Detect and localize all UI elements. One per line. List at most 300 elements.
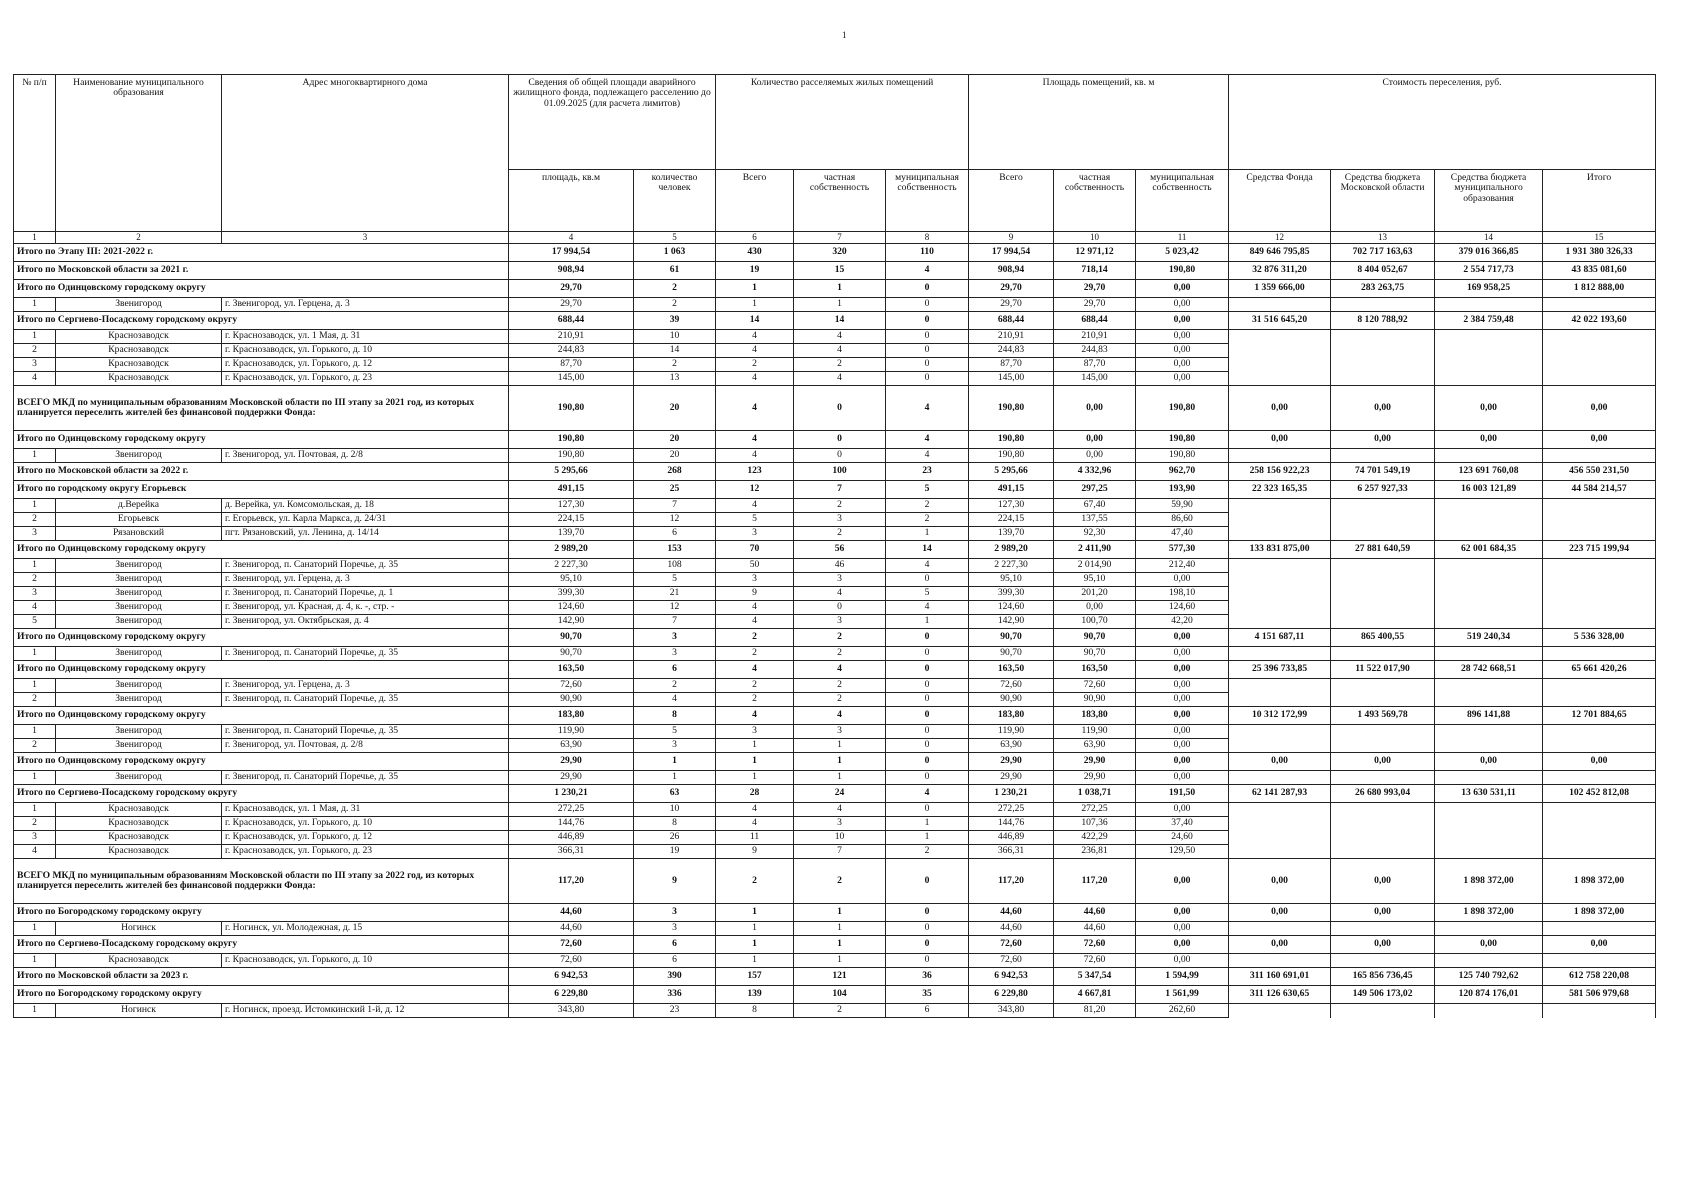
total-value: 9	[634, 859, 716, 904]
address-cell: г. Звенигород, п. Санаторий Поречье, д. 35	[222, 693, 509, 707]
total-value: 20	[634, 386, 716, 431]
total-value: 117,20	[509, 859, 634, 904]
address-cell: г. Звенигород, ул. Почтовая, д. 2/8	[222, 449, 509, 463]
empty-cell	[1331, 527, 1435, 541]
table-row	[14, 845, 1656, 859]
value-cell: 3	[794, 573, 886, 587]
total-value: 44 584 214,57	[1543, 481, 1656, 499]
value-cell: 90,70	[509, 647, 634, 661]
total-value: 32 876 311,20	[1229, 262, 1331, 280]
value-cell: 2	[794, 499, 886, 513]
value-cell: 90,90	[509, 693, 634, 707]
total-value: 70	[716, 541, 794, 559]
total-value: 190,80	[969, 431, 1054, 449]
value-cell: 63,90	[509, 739, 634, 753]
empty-cell	[1229, 725, 1331, 739]
total-value: 2	[634, 280, 716, 298]
total-label: Итого по городскому округу Егорьевск	[14, 481, 509, 499]
empty-cell	[1331, 344, 1435, 358]
table-row	[14, 817, 1656, 831]
value-cell: 9	[716, 845, 794, 859]
total-value: 62 001 684,35	[1435, 541, 1543, 559]
empty-cell	[1229, 372, 1331, 386]
value-cell: 144,76	[509, 817, 634, 831]
municipality-cell: Рязановский	[56, 527, 222, 541]
total-label: Итого по Московской области за 2023 г.	[14, 968, 509, 986]
value-cell: 2 014,90	[1054, 559, 1136, 573]
total-value: 1 898 372,00	[1543, 859, 1656, 904]
total-value: 65 661 420,26	[1543, 661, 1656, 679]
value-cell: 446,89	[509, 831, 634, 845]
total-value: 35	[886, 986, 969, 1004]
total-value: 2	[716, 859, 794, 904]
total-value: 581 506 979,68	[1543, 986, 1656, 1004]
column-number: 3	[222, 232, 509, 244]
empty-cell	[1229, 803, 1331, 817]
municipality-cell: Звенигород	[56, 298, 222, 312]
empty-cell	[1435, 372, 1543, 386]
empty-cell	[1229, 845, 1331, 859]
value-cell: 1	[716, 922, 794, 936]
total-value: 5	[886, 481, 969, 499]
empty-cell	[1229, 573, 1331, 587]
value-cell: 7	[634, 615, 716, 629]
value-cell: 399,30	[969, 587, 1054, 601]
header-sub: частная собственность	[1054, 170, 1136, 232]
municipality-cell: Звенигород	[56, 693, 222, 707]
column-number: 1	[14, 232, 56, 244]
empty-cell	[1543, 1004, 1656, 1018]
value-cell: 4	[716, 615, 794, 629]
column-number: 7	[794, 232, 886, 244]
total-label: Итого по Сергиево-Посадскому городскому округу	[14, 312, 509, 330]
table-row	[14, 358, 1656, 372]
municipality-cell: Краснозаводск	[56, 831, 222, 845]
value-cell: 343,80	[509, 1004, 634, 1018]
value-cell: 124,60	[1136, 601, 1229, 615]
value-cell: 210,91	[969, 330, 1054, 344]
total-value: 20	[634, 431, 716, 449]
value-cell: 139,70	[509, 527, 634, 541]
total-value: 390	[634, 968, 716, 986]
total-value: 26 680 993,04	[1331, 785, 1435, 803]
value-cell: 29,70	[969, 298, 1054, 312]
total-value: 311 160 691,01	[1229, 968, 1331, 986]
total-value: 17 994,54	[509, 244, 634, 262]
row-number: 4	[14, 845, 56, 859]
value-cell: 0	[886, 693, 969, 707]
total-value: 4 332,96	[1054, 463, 1136, 481]
total-value: 190,80	[969, 386, 1054, 431]
value-cell: 42,20	[1136, 615, 1229, 629]
total-label: Итого по Одинцовскому городскому округу	[14, 431, 509, 449]
address-cell: г. Ногинск, проезд. Истомкинский 1-й, д. 12	[222, 1004, 509, 1018]
table-row	[14, 330, 1656, 344]
table-row	[14, 771, 1656, 785]
value-cell: 90,70	[969, 647, 1054, 661]
empty-cell	[1435, 725, 1543, 739]
value-cell: 67,40	[1054, 499, 1136, 513]
total-value: 0,00	[1136, 280, 1229, 298]
column-number: 11	[1136, 232, 1229, 244]
value-cell: 0	[886, 298, 969, 312]
value-cell: 0,00	[1136, 647, 1229, 661]
total-value: 1	[716, 936, 794, 954]
value-cell: 1	[886, 615, 969, 629]
total-value: 19	[716, 262, 794, 280]
empty-cell	[1435, 922, 1543, 936]
total-value: 190,80	[1136, 431, 1229, 449]
value-cell: 1	[886, 817, 969, 831]
total-value: 13 630 531,11	[1435, 785, 1543, 803]
row-number: 1	[14, 1004, 56, 1018]
row-number: 4	[14, 601, 56, 615]
empty-cell	[1331, 679, 1435, 693]
empty-cell	[1331, 587, 1435, 601]
empty-cell	[1331, 739, 1435, 753]
total-value: 183,80	[1054, 707, 1136, 725]
address-cell: г. Звенигород, п. Санаторий Поречье, д. 1	[222, 587, 509, 601]
empty-cell	[1435, 845, 1543, 859]
empty-cell	[1331, 358, 1435, 372]
total-value: 0,00	[1229, 859, 1331, 904]
total-value: 1 493 569,78	[1331, 707, 1435, 725]
value-cell: 4	[794, 330, 886, 344]
value-cell: 0,00	[1054, 601, 1136, 615]
total-value: 16 003 121,89	[1435, 481, 1543, 499]
row-number: 2	[14, 693, 56, 707]
value-cell: 142,90	[509, 615, 634, 629]
value-cell: 212,40	[1136, 559, 1229, 573]
address-cell: г. Звенигород, ул. Красная, д. 4, к. -, стр. -	[222, 601, 509, 615]
value-cell: 244,83	[1054, 344, 1136, 358]
empty-cell	[1331, 845, 1435, 859]
value-cell: 224,15	[969, 513, 1054, 527]
total-value: 430	[716, 244, 794, 262]
table-row	[14, 679, 1656, 693]
column-number: 9	[969, 232, 1054, 244]
value-cell: 72,60	[509, 679, 634, 693]
value-cell: 244,83	[509, 344, 634, 358]
empty-cell	[1229, 499, 1331, 513]
total-value: 1 931 380 326,33	[1543, 244, 1656, 262]
empty-cell	[1331, 725, 1435, 739]
total-label: ВСЕГО МКД по муниципальным образованиям Московской области по III этапу за 2022 год, из которых планируется переселить жителей без финансовой поддержки Фонда:	[14, 859, 509, 904]
value-cell: 0,00	[1136, 330, 1229, 344]
municipality-cell: Краснозаводск	[56, 954, 222, 968]
total-value: 0,00	[1136, 753, 1229, 771]
value-cell: 2	[794, 1004, 886, 1018]
empty-cell	[1229, 449, 1331, 463]
table-row	[14, 527, 1656, 541]
total-value: 6 942,53	[509, 968, 634, 986]
total-value: 491,15	[969, 481, 1054, 499]
value-cell: 2	[794, 527, 886, 541]
value-cell: 21	[634, 587, 716, 601]
empty-cell	[1543, 372, 1656, 386]
column-number: 10	[1054, 232, 1136, 244]
total-value: 379 016 366,85	[1435, 244, 1543, 262]
empty-cell	[1435, 527, 1543, 541]
column-number: 13	[1331, 232, 1435, 244]
total-row	[14, 661, 1656, 679]
total-value: 169 958,25	[1435, 280, 1543, 298]
total-value: 2 989,20	[509, 541, 634, 559]
value-cell: 72,60	[969, 679, 1054, 693]
empty-cell	[1435, 330, 1543, 344]
value-cell: 124,60	[509, 601, 634, 615]
total-row	[14, 753, 1656, 771]
empty-cell	[1229, 587, 1331, 601]
total-value: 1 359 666,00	[1229, 280, 1331, 298]
total-value: 165 856 736,45	[1331, 968, 1435, 986]
total-value: 3	[634, 904, 716, 922]
row-number: 4	[14, 372, 56, 386]
value-cell: 0,00	[1136, 693, 1229, 707]
value-cell: 72,60	[969, 954, 1054, 968]
address-cell: г. Краснозаводск, ул. Горького, д. 10	[222, 817, 509, 831]
table-row	[14, 601, 1656, 615]
value-cell: 20	[634, 449, 716, 463]
total-value: 61	[634, 262, 716, 280]
value-cell: 10	[634, 330, 716, 344]
total-value: 8 120 788,92	[1331, 312, 1435, 330]
total-value: 125 740 792,62	[1435, 968, 1543, 986]
row-number: 2	[14, 739, 56, 753]
address-cell: г. Звенигород, ул. Октябрьская, д. 4	[222, 615, 509, 629]
total-value: 2	[794, 629, 886, 647]
total-value: 702 717 163,63	[1331, 244, 1435, 262]
value-cell: 3	[716, 725, 794, 739]
total-value: 0	[886, 904, 969, 922]
value-cell: 90,90	[969, 693, 1054, 707]
value-cell: 210,91	[509, 330, 634, 344]
value-cell: 95,10	[969, 573, 1054, 587]
table-row	[14, 831, 1656, 845]
total-label: ВСЕГО МКД по муниципальным образованиям Московской области по III этапу за 2021 год, из которых планируется переселить жителей без финансовой поддержки Фонда:	[14, 386, 509, 431]
row-number: 2	[14, 573, 56, 587]
municipality-cell: Краснозаводск	[56, 330, 222, 344]
empty-cell	[1229, 954, 1331, 968]
empty-cell	[1543, 449, 1656, 463]
row-number: 1	[14, 803, 56, 817]
value-cell: 4	[794, 803, 886, 817]
total-value: 5 295,66	[509, 463, 634, 481]
value-cell: 63,90	[1054, 739, 1136, 753]
municipality-cell: Звенигород	[56, 771, 222, 785]
empty-cell	[1229, 771, 1331, 785]
total-value: 0,00	[1136, 661, 1229, 679]
total-value: 0,00	[1543, 386, 1656, 431]
value-cell: 0,00	[1136, 372, 1229, 386]
total-value: 14	[716, 312, 794, 330]
header-sub: количество человек	[634, 170, 716, 232]
total-value: 577,30	[1136, 541, 1229, 559]
total-value: 0,00	[1543, 936, 1656, 954]
total-value: 22 323 165,35	[1229, 481, 1331, 499]
total-value: 718,14	[1054, 262, 1136, 280]
empty-cell	[1229, 298, 1331, 312]
row-number: 1	[14, 954, 56, 968]
value-cell: 0,00	[1136, 725, 1229, 739]
value-cell: 1	[716, 954, 794, 968]
row-number: 3	[14, 358, 56, 372]
total-value: 183,80	[969, 707, 1054, 725]
total-value: 6 229,80	[969, 986, 1054, 1004]
table-row	[14, 449, 1656, 463]
empty-cell	[1543, 344, 1656, 358]
total-value: 4	[794, 707, 886, 725]
total-value: 5 023,42	[1136, 244, 1229, 262]
value-cell: 4	[716, 372, 794, 386]
value-cell: 100,70	[1054, 615, 1136, 629]
value-cell: 127,30	[969, 499, 1054, 513]
total-value: 139	[716, 986, 794, 1004]
total-value: 1 898 372,00	[1435, 904, 1543, 922]
value-cell: 47,40	[1136, 527, 1229, 541]
total-value: 0,00	[1136, 904, 1229, 922]
address-cell: г. Звенигород, ул. Почтовая, д. 2/8	[222, 739, 509, 753]
municipality-cell: Звенигород	[56, 679, 222, 693]
empty-cell	[1229, 513, 1331, 527]
total-value: 223 715 199,94	[1543, 541, 1656, 559]
total-value: 23	[886, 463, 969, 481]
value-cell: 10	[794, 831, 886, 845]
total-value: 90,70	[1054, 629, 1136, 647]
value-cell: 92,30	[1054, 527, 1136, 541]
value-cell: 210,91	[1054, 330, 1136, 344]
total-value: 1	[716, 280, 794, 298]
empty-cell	[1435, 693, 1543, 707]
table-row	[14, 725, 1656, 739]
total-value: 123 691 760,08	[1435, 463, 1543, 481]
grand-total-row	[14, 386, 1656, 431]
table-row	[14, 803, 1656, 817]
value-cell: 0,00	[1136, 954, 1229, 968]
empty-cell	[1543, 615, 1656, 629]
empty-cell	[1543, 817, 1656, 831]
resettlement-table	[13, 74, 1656, 1018]
table-row	[14, 587, 1656, 601]
total-row	[14, 244, 1656, 262]
total-value: 0	[886, 661, 969, 679]
table-row	[14, 513, 1656, 527]
value-cell: 86,60	[1136, 513, 1229, 527]
value-cell: 1	[794, 922, 886, 936]
municipality-cell: Ногинск	[56, 922, 222, 936]
total-value: 90,70	[509, 629, 634, 647]
row-number: 1	[14, 449, 56, 463]
value-cell: 44,60	[509, 922, 634, 936]
value-cell: 50	[716, 559, 794, 573]
empty-cell	[1435, 679, 1543, 693]
value-cell: 95,10	[1054, 573, 1136, 587]
empty-cell	[1229, 1004, 1331, 1018]
value-cell: 6	[634, 527, 716, 541]
total-value: 29,90	[509, 753, 634, 771]
total-value: 1	[794, 280, 886, 298]
address-cell: г. Звенигород, ул. Герцена, д. 3	[222, 573, 509, 587]
total-value: 121	[794, 968, 886, 986]
value-cell: 262,60	[1136, 1004, 1229, 1018]
total-value: 0,00	[1229, 753, 1331, 771]
value-cell: 7	[794, 845, 886, 859]
total-value: 1	[794, 904, 886, 922]
total-value: 865 400,55	[1331, 629, 1435, 647]
value-cell: 4	[886, 449, 969, 463]
table-row	[14, 1004, 1656, 1018]
value-cell: 236,81	[1054, 845, 1136, 859]
total-value: 0,00	[1543, 753, 1656, 771]
total-value: 0,00	[1331, 936, 1435, 954]
value-cell: 0,00	[1136, 344, 1229, 358]
value-cell: 0	[886, 922, 969, 936]
total-value: 896 141,88	[1435, 707, 1543, 725]
value-cell: 8	[634, 817, 716, 831]
table-row	[14, 298, 1656, 312]
value-cell: 3	[794, 817, 886, 831]
empty-cell	[1543, 693, 1656, 707]
total-value: 4	[886, 386, 969, 431]
value-cell: 0	[794, 601, 886, 615]
row-number: 5	[14, 615, 56, 629]
total-value: 0,00	[1229, 904, 1331, 922]
value-cell: 1	[794, 954, 886, 968]
total-value: 28	[716, 785, 794, 803]
empty-cell	[1331, 449, 1435, 463]
value-cell: 26	[634, 831, 716, 845]
value-cell: 59,90	[1136, 499, 1229, 513]
header-cost-group: Стоимость переселения, руб.	[1229, 75, 1656, 170]
total-value: 56	[794, 541, 886, 559]
value-cell: 4	[716, 601, 794, 615]
total-value: 4	[716, 431, 794, 449]
total-value: 4 667,81	[1054, 986, 1136, 1004]
row-number: 2	[14, 817, 56, 831]
total-value: 110	[886, 244, 969, 262]
empty-cell	[1331, 573, 1435, 587]
total-value: 7	[794, 481, 886, 499]
value-cell: 272,25	[1054, 803, 1136, 817]
empty-cell	[1435, 587, 1543, 601]
value-cell: 3	[634, 647, 716, 661]
total-value: 29,70	[969, 280, 1054, 298]
total-value: 297,25	[1054, 481, 1136, 499]
value-cell: 24,60	[1136, 831, 1229, 845]
total-value: 24	[794, 785, 886, 803]
total-value: 102 452 812,08	[1543, 785, 1656, 803]
value-cell: 1	[716, 298, 794, 312]
column-number: 2	[56, 232, 222, 244]
value-cell: 3	[794, 615, 886, 629]
municipality-cell: Краснозаводск	[56, 803, 222, 817]
address-cell: г. Краснозаводск, ул. Горького, д. 10	[222, 344, 509, 358]
value-cell: 29,90	[969, 771, 1054, 785]
empty-cell	[1435, 513, 1543, 527]
total-label: Итого по Сергиево-Посадскому городскому округу	[14, 936, 509, 954]
value-cell: 3	[716, 573, 794, 587]
value-cell: 0,00	[1136, 771, 1229, 785]
row-number: 2	[14, 344, 56, 358]
total-value: 1 038,71	[1054, 785, 1136, 803]
address-cell: пгт. Рязановский, ул. Ленина, д. 14/14	[222, 527, 509, 541]
total-value: 0	[886, 707, 969, 725]
total-value: 688,44	[969, 312, 1054, 330]
row-number: 1	[14, 647, 56, 661]
total-value: 27 881 640,59	[1331, 541, 1435, 559]
total-value: 4 151 687,11	[1229, 629, 1331, 647]
total-value: 1 898 372,00	[1435, 859, 1543, 904]
